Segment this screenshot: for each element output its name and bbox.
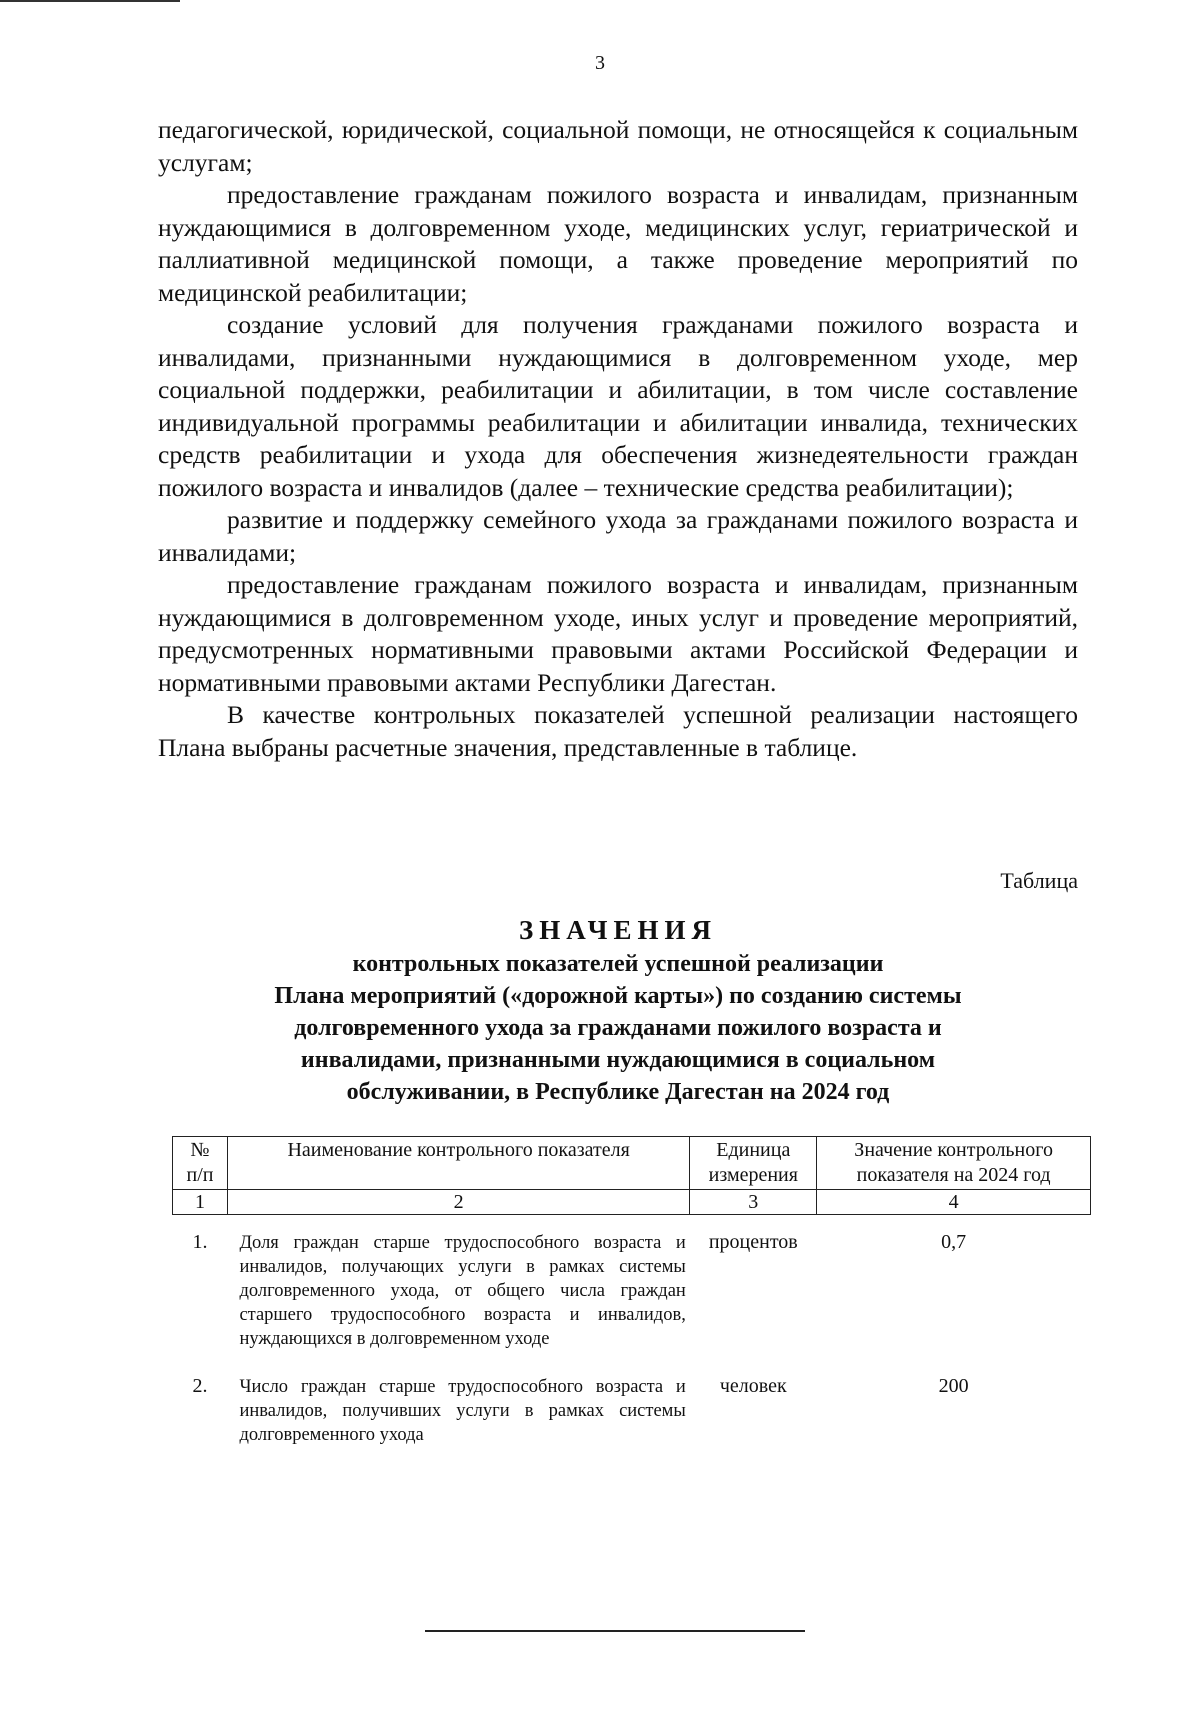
row-number: 1.	[192, 1231, 208, 1253]
header-unit: Единица измерения	[690, 1137, 817, 1190]
column-number: 2	[227, 1190, 689, 1215]
column-number-row	[173, 1190, 1091, 1215]
heading-line: контрольных показателей успешной реализации	[352, 951, 884, 977]
table-caption: Таблица	[1000, 868, 1078, 893]
paragraph: В качестве контрольных показателей успешной реализации настоящего Плана выбраны расчетные значения, представленные в таблице.	[158, 700, 1078, 762]
header-number: № п/п	[173, 1137, 228, 1190]
column-number: 1	[173, 1190, 228, 1215]
heading-line: Плана мероприятий («дорожной карты») по созданию системы	[274, 983, 962, 1009]
indicator-value: 200	[938, 1375, 969, 1397]
indicator-unit: человек	[719, 1375, 787, 1397]
paragraph: педагогической, юридической, социальной помощи, не относящейся к социальным услугам;	[158, 115, 1078, 177]
heading-main: ЗНАЧЕНИЯ	[519, 915, 717, 945]
column-number: 4	[817, 1190, 1091, 1215]
column-number: 3	[690, 1190, 817, 1215]
paragraph: создание условий для получения гражданами пожилого возраста и инвалидами, признанными нуждающимися в долговременном уходе, мер социальной поддержки, реабилитации и абилитации, в том числе составление индивидуальной программы реабилитации и абилитации инвалида, технических средств реабилитации и ухода для обеспечения жизнедеятельности граждан пожилого возраста и инвалидов (далее – технические средства реабилитации);	[158, 310, 1078, 502]
table-header-row	[173, 1137, 1091, 1190]
indicators-table	[172, 1136, 1091, 1447]
header-value: Значение контрольного показателя на 2024 год	[817, 1137, 1091, 1190]
row-number: 2.	[192, 1375, 208, 1397]
table-heading	[158, 912, 1078, 1108]
body-text	[158, 114, 1078, 764]
header-name: Наименование контрольного показателя	[227, 1137, 689, 1190]
indicator-unit: процентов	[708, 1231, 798, 1253]
paragraph: предоставление гражданам пожилого возраста и инвалидам, признанным нуждающимися в долговременном уходе, медицинских услуг, гериатрической и паллиативной медицинской помощи, а также проведение мероприятий по медицинской реабилитации;	[158, 180, 1078, 307]
paragraph: развитие и поддержку семейного ухода за гражданами пожилого возраста и инвалидами;	[158, 505, 1078, 567]
heading-line: обслуживании, в Республике Дагестан на 2024 год	[346, 1079, 890, 1105]
indicator-name: Доля граждан старше трудоспособного возраста и инвалидов, получающих услуги в рамках системы долговременного ухода, от общего числа граждан старшего трудоспособного возраста и инвалидов, нуждающихся в долговременном уходе	[239, 1233, 686, 1349]
table-row	[173, 1215, 1091, 1376]
scan-edge-mark	[0, 0, 180, 2]
paragraph: предоставление гражданам пожилого возраста и инвалидам, признанным нуждающимися в долговременном уходе, иных услуг и проведение мероприятий, предусмотренных нормативными правовыми актами Российской Федерации и нормативными правовыми актами Республики Дагестан.	[158, 570, 1078, 697]
page-number: 3	[595, 52, 605, 74]
table-row	[173, 1375, 1091, 1447]
footer-rule	[425, 1630, 805, 1632]
heading-line: долговременного ухода за гражданами пожилого возраста и	[294, 1015, 942, 1041]
indicator-name: Число граждан старше трудоспособного возраста и инвалидов, получивших услуги в рамках системы долговременного ухода	[239, 1377, 686, 1445]
indicator-value: 0,7	[941, 1231, 967, 1253]
heading-line: инвалидами, признанными нуждающимися в социальном	[300, 1047, 936, 1073]
